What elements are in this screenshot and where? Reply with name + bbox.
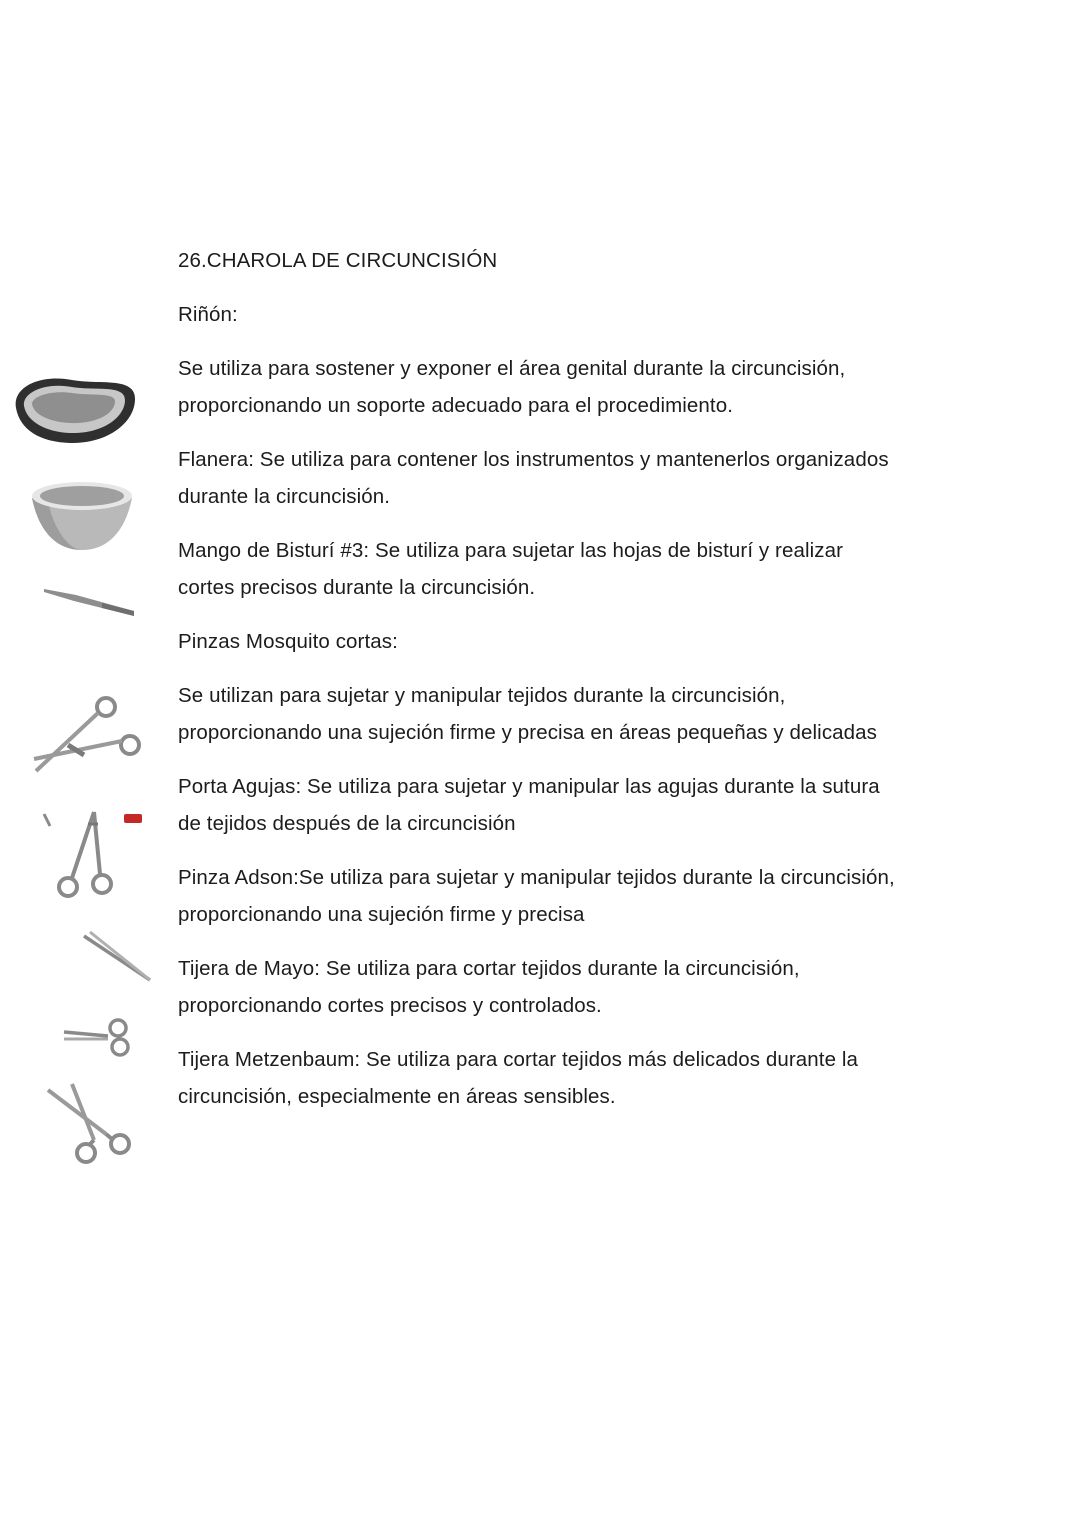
needle-holder-image xyxy=(38,808,148,904)
paragraph-porta-agujas: Porta Agujas: Se utiliza para sujetar y manipular las agujas durante la sutura de tejidos después de la circuncisión xyxy=(178,775,880,835)
paragraph-pinza-adson: Pinza Adson:Se utiliza para sujetar y manipular tejidos durante la circuncisión, proporcionando una sujeción firme y precisa xyxy=(178,866,895,926)
paragraph-pinzas-mosquito-desc: Se utilizan para sujetar y manipular tejidos durante la circuncisión, proporcionando una sujeción firme y precisa en áreas pequeñas y delicadas xyxy=(178,684,878,744)
rinon-heading: Riñón: xyxy=(178,303,238,326)
mayo-scissors-image xyxy=(62,1012,138,1062)
pinzas-mosquito-heading: Pinzas Mosquito cortas: xyxy=(178,630,398,653)
flanera-bowl-image xyxy=(28,476,136,560)
scalpel-handle-icon xyxy=(42,583,138,621)
flanera-bowl-icon xyxy=(28,476,136,560)
mayo-scissors-icon xyxy=(62,1012,138,1062)
paragraph-rinon-desc: Se utiliza para sostener y exponer el área genital durante la circuncisión, proporcionando un soporte adecuado para el procedimiento. xyxy=(178,357,846,417)
kidney-dish-image xyxy=(8,368,140,452)
needle-holder-icon xyxy=(38,808,148,904)
metzenbaum-scissors-icon xyxy=(42,1082,142,1168)
adson-forceps-icon xyxy=(80,930,156,988)
kidney-dish-icon xyxy=(8,368,140,452)
paragraph-tijera-metzenbaum: Tijera Metzenbaum: Se utiliza para cortar tejidos más delicados durante la circuncisión, especialmente en áreas sensibles. xyxy=(178,1048,859,1108)
section-title: 26.CHAROLA DE CIRCUNCISIÓN xyxy=(178,249,498,272)
text-column xyxy=(178,242,904,1132)
mosquito-forceps-image xyxy=(28,693,148,781)
mosquito-forceps-icon xyxy=(28,693,148,781)
metzenbaum-scissors-image xyxy=(42,1082,142,1168)
adson-forceps-image xyxy=(80,930,156,988)
paragraph-mango-bisturi: Mango de Bisturí #3: Se utiliza para sujetar las hojas de bisturí y realizar cortes precisos durante la circuncisión. xyxy=(178,539,844,599)
scalpel-handle-image xyxy=(42,583,138,621)
paragraph-tijera-mayo: Tijera de Mayo: Se utiliza para cortar tejidos durante la circuncisión, proporcionando cortes precisos y controlados. xyxy=(178,957,800,1017)
paragraph-flanera: Flanera: Se utiliza para contener los instrumentos y mantenerlos organizados durante la circuncisión. xyxy=(178,448,889,508)
